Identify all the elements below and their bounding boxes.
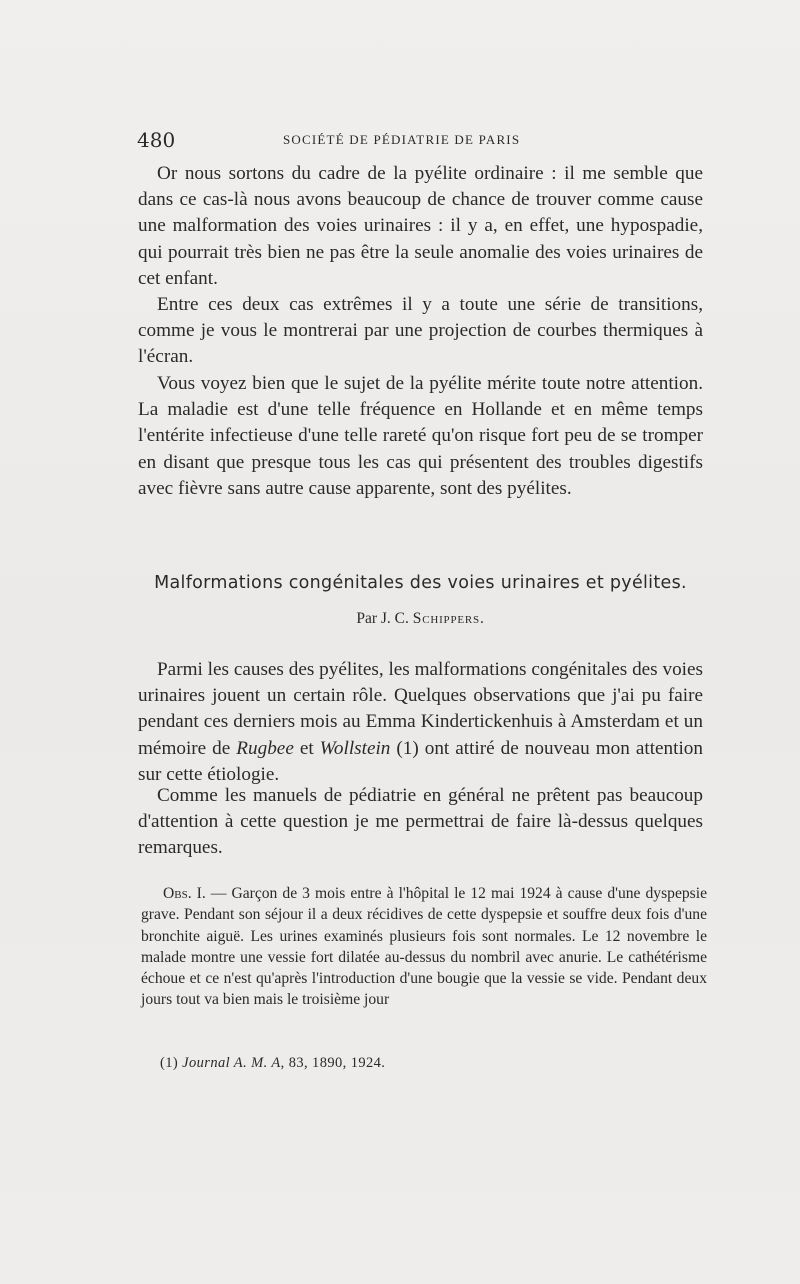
reference-rugbee: Rugbee (236, 737, 294, 759)
footnote (160, 1055, 560, 1072)
paragraph-2 (138, 292, 703, 371)
paragraph-5 (138, 783, 703, 862)
byline-prefix: Par J. C. (356, 610, 409, 627)
paragraph-1 (138, 161, 703, 292)
footnote-journal: Journal A. M. A (182, 1055, 281, 1071)
paragraph-1-text: Or nous sortons du cadre de la pyélite ordinaire : il me semble que dans ce cas-là nous avons beaucoup de chance de trouver comme cause une malformation des voies urinaires : il y a, en effet, une hypospadie, qui pourrait très bien ne pas être la seule anomalie des voies urinaires de cet enfant. (138, 163, 703, 289)
paragraph-3-text: Vous voyez bien que le sujet de la pyélite mérite toute notre attention. La maladie est d'une telle fréquence en Hollande et en même temps l'entérite infectieuse d'une telle rareté qu'on risque fort peu de se tromper en disant que presque tous les cas qui présentent des troubles digestifs avec fièvre sans autre cause apparente, sont des pyélites. (138, 373, 703, 499)
paragraph-4 (138, 657, 703, 788)
page-number: 480 (137, 128, 176, 152)
byline-author: Schippers. (412, 610, 485, 627)
running-head (137, 128, 707, 154)
article-title: Malformations congénitales des voies urinaires et pyélites. (154, 573, 687, 593)
reference-wollstein: Wollstein (319, 737, 391, 759)
paragraph-3 (138, 371, 703, 502)
paragraph-4-text (138, 657, 703, 788)
observation-label: Obs. I. (163, 885, 206, 902)
footnote-marker: (1) (160, 1055, 179, 1071)
observation-1 (141, 883, 707, 1011)
paragraph-4-part1: Parmi les causes des pyélites, les malformations congénitales des voies urinaires jouent un certain rôle. Quelques observations que j'ai pu faire pendant ces derniers mois au Emma Kindertickenhuis à Amsterdam et un mémoire de (138, 659, 703, 759)
paragraph-4-part2: (1) ont attiré de nouveau mon attention sur cette étiologie. (138, 737, 703, 785)
paragraph-2-text: Entre ces deux cas extrêmes il y a toute une série de transitions, comme je vous le montrerai par une projection de courbes thermiques à l'écran. (138, 294, 703, 368)
paragraph-5-text: Comme les manuels de pédiatrie en général ne prêtent pas beaucoup d'attention à cette question je me permettrai de faire là-dessus quelques remarques. (138, 785, 703, 859)
observation-text: — Garçon de 3 mois entre à l'hôpital le 12 mai 1924 à cause d'une dyspepsie grave. Pendant son séjour il a deux récidives de cette dyspepsie et souffre deux fois d'une bronchite aiguë. Les urines examinés plusieurs fois sont normales. Le 12 novembre le malade montre une vessie fort dilatée au-dessus du nombril avec anurie. Le cathétérisme échoue et ce n'est qu'après l'introduction d'une bougie que la vessie se vide. Pendant deux jours tout va bien mais le troisième jour (141, 885, 708, 1009)
footnote-details: , 83, 1890, 1924. (280, 1055, 386, 1071)
journal-name: SOCIÉTÉ DE PÉDIATRIE DE PARIS (283, 132, 521, 147)
paragraph-4-and: et (293, 737, 320, 759)
byline (138, 610, 703, 628)
